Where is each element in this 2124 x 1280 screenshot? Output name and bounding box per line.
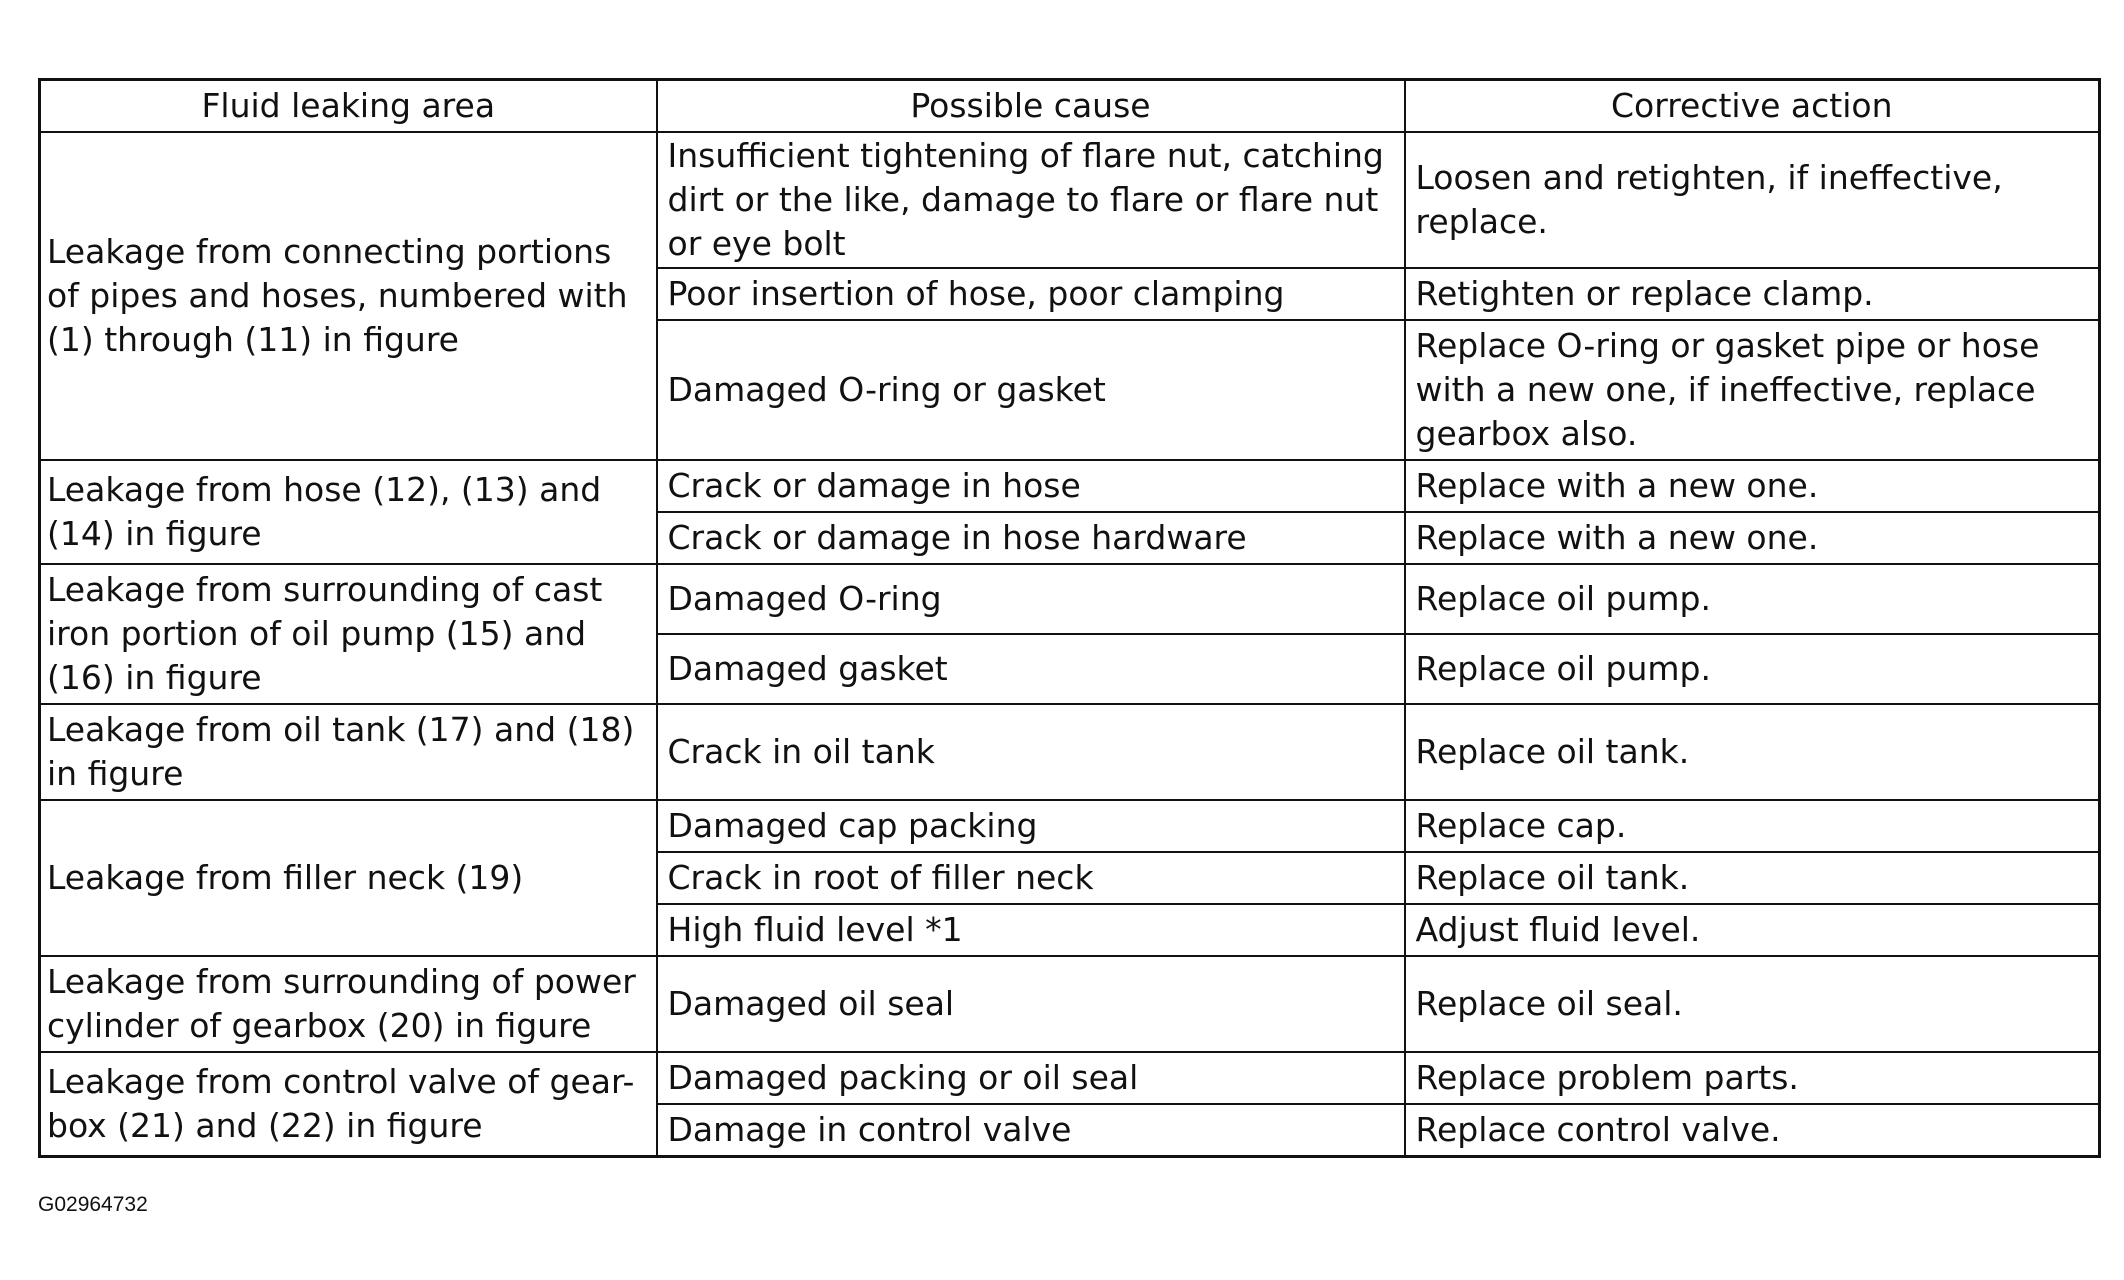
leaking-area-cell: Leakage from connecting portions of pipes and hoses, numbered with (1) through (11) in figure xyxy=(40,132,657,460)
table-row xyxy=(40,1052,2100,1104)
header-corrective-action: Corrective action xyxy=(1405,80,2100,133)
action-cell: Replace oil pump. xyxy=(1405,564,2100,634)
table-header-row xyxy=(40,80,2100,133)
cause-cell: Insufficient tightening of flare nut, catching dirt or the like, damage to flare or flare nut or eye bolt xyxy=(657,132,1405,268)
leaking-area-cell: Leakage from oil tank (17) and (18) in figure xyxy=(40,704,657,800)
cause-cell: Damage in control valve xyxy=(657,1104,1405,1156)
leaking-area-cell: Leakage from hose (12), (13) and (14) in figure xyxy=(40,460,657,564)
cause-cell: Damaged gasket xyxy=(657,634,1405,704)
action-cell: Replace oil seal. xyxy=(1405,956,2100,1052)
table-row xyxy=(40,800,2100,852)
cause-cell: Damaged oil seal xyxy=(657,956,1405,1052)
fluid-leak-diagnosis-table xyxy=(38,78,2101,1158)
action-cell: Adjust fluid level. xyxy=(1405,904,2100,956)
action-cell: Replace with a new one. xyxy=(1405,460,2100,512)
action-cell: Loosen and retighten, if ineffective, replace. xyxy=(1405,132,2100,268)
cause-cell: Crack in root of filler neck xyxy=(657,852,1405,904)
leaking-area-cell: Leakage from surrounding of power cylinder of gearbox (20) in figure xyxy=(40,956,657,1052)
cause-cell: Crack in oil tank xyxy=(657,704,1405,800)
action-cell: Replace O-ring or gasket pipe or hose with a new one, if ineffective, replace gearbox also. xyxy=(1405,320,2100,460)
leaking-area-cell: Leakage from surrounding of cast iron portion of oil pump (15) and (16) in figure xyxy=(40,564,657,704)
action-cell: Replace oil tank. xyxy=(1405,852,2100,904)
table-row xyxy=(40,132,2100,268)
cause-cell: Damaged packing or oil seal xyxy=(657,1052,1405,1104)
action-cell: Replace oil pump. xyxy=(1405,634,2100,704)
action-cell: Replace problem parts. xyxy=(1405,1052,2100,1104)
cause-cell: Poor insertion of hose, poor clamping xyxy=(657,268,1405,320)
action-cell: Replace cap. xyxy=(1405,800,2100,852)
action-cell: Retighten or replace clamp. xyxy=(1405,268,2100,320)
cause-cell: Crack or damage in hose xyxy=(657,460,1405,512)
action-cell: Replace with a new one. xyxy=(1405,512,2100,564)
action-cell: Replace oil tank. xyxy=(1405,704,2100,800)
cause-cell: Damaged O-ring or gasket xyxy=(657,320,1405,460)
table-row xyxy=(40,564,2100,634)
figure-id-label: G02964732 xyxy=(38,1193,148,1216)
leaking-area-cell: Leakage from filler neck (19) xyxy=(40,800,657,956)
table-row xyxy=(40,956,2100,1052)
cause-cell: Crack or damage in hose hardware xyxy=(657,512,1405,564)
table-row xyxy=(40,460,2100,512)
action-cell: Replace control valve. xyxy=(1405,1104,2100,1156)
header-possible-cause: Possible cause xyxy=(657,80,1405,133)
cause-cell: Damaged O-ring xyxy=(657,564,1405,634)
cause-cell: Damaged cap packing xyxy=(657,800,1405,852)
cause-cell: High fluid level *1 xyxy=(657,904,1405,956)
table-row xyxy=(40,704,2100,800)
header-fluid-leaking-area: Fluid leaking area xyxy=(40,80,657,133)
leaking-area-cell: Leakage from control valve of gear-box (21) and (22) in figure xyxy=(40,1052,657,1156)
